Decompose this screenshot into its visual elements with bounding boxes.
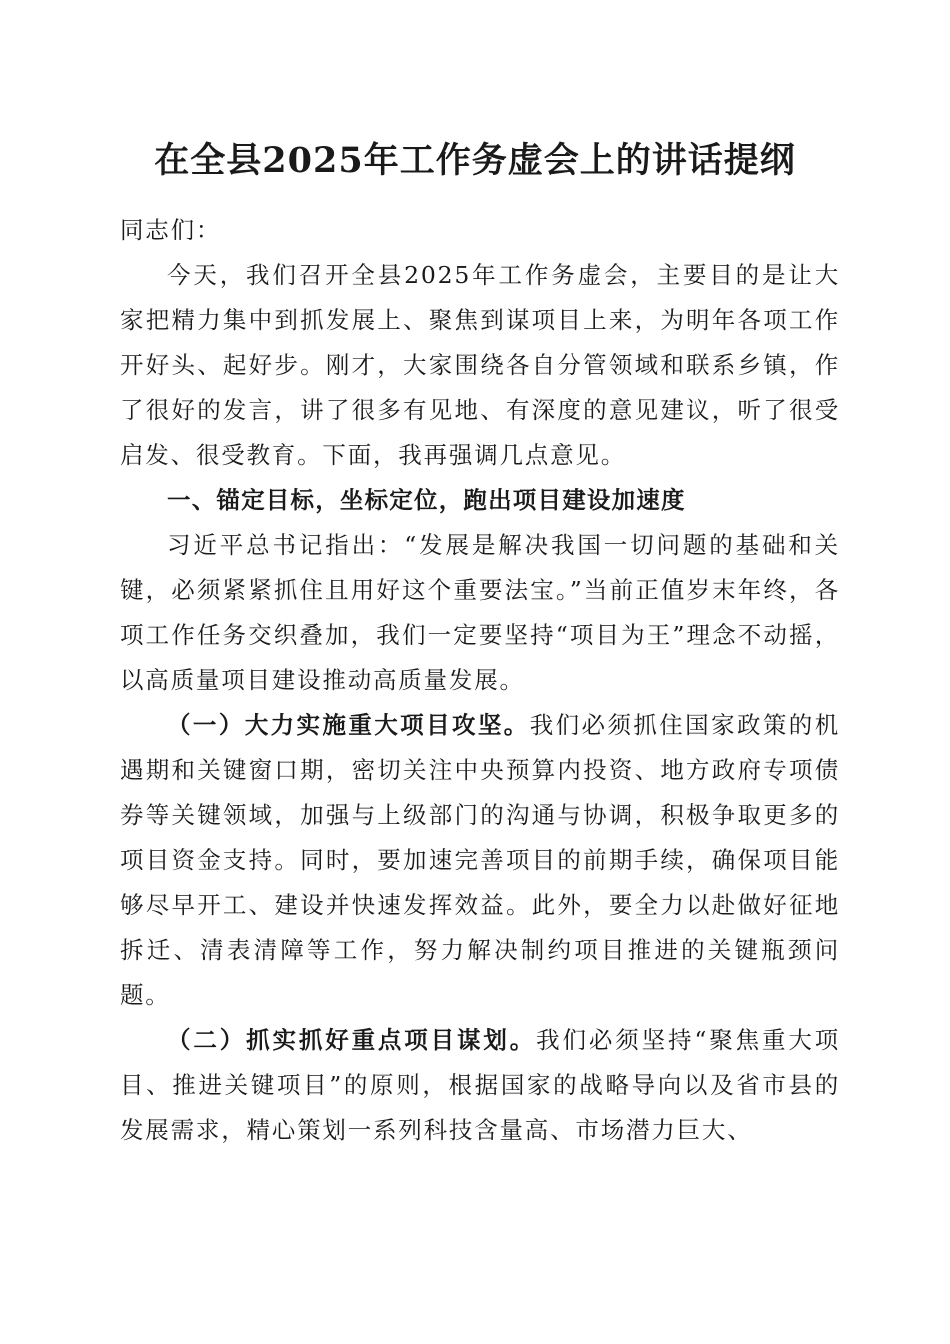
item-2-paragraph — [120, 1018, 840, 1153]
section-heading-1: 一、锚定目标，坐标定位，跑出项目建设加速度 — [167, 486, 686, 514]
document-title: 在全县2025年工作务虚会上的讲话提纲 — [154, 140, 796, 181]
section-1-paragraph: 习近平总书记指出：“发展是解决我国一切问题的基础和关键，必须紧紧抓住且用好这个重要法宝。”当前正值岁末年终，各项工作任务交织叠加，我们一定要坚持“项目为王”理念不动摇，以高质量项目建设推动高质量发展。 — [120, 531, 840, 694]
intro-paragraph: 今天，我们召开全县2025年工作务虚会，主要目的是让大家把精力集中到抓发展上、聚焦到谋项目上来，为明年各项工作开好头、起好步。刚才，大家围绕各自分管领域和联系乡镇，作了很好的发言，讲了很多有见地、有深度的意见建议，听了很受启发、很受教育。下面，我再强调几点意见。 — [120, 261, 840, 469]
item-2-heading: （二）抓实抓好重点项目谋划。 — [167, 1026, 537, 1054]
document-body — [120, 208, 840, 1153]
item-2-text: 我们必须坚持“聚焦重大项目、推进关键项目”的原则，根据国家的战略导向以及省市县的发展需求，精心策划一系列科技含量高、市场潜力巨大、 — [120, 1026, 840, 1144]
item-1-text: 我们必须抓住国家政策的机遇期和关键窗口期，密切关注中央预算内投资、地方政府专项债券等关键领域，加强与上级部门的沟通与协调，积极争取更多的项目资金支持。同时，要加速完善项目的前期手续，确保项目能够尽早开工、建设并快速发挥效益。此外，要全力以赴做好征地拆迁、清表清障等工作，努力解决制约项目推进的关键瓶颈问题。 — [120, 711, 841, 1009]
item-1-paragraph — [120, 703, 840, 1018]
item-1-heading: （一）大力实施重大项目攻坚。 — [167, 711, 530, 739]
salutation: 同志们： — [120, 216, 222, 244]
